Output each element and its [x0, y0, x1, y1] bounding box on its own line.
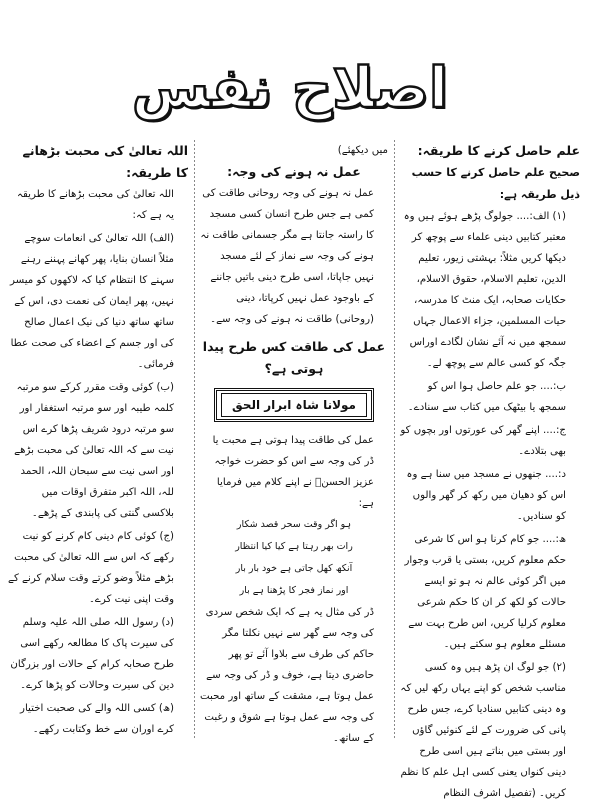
section-heading-love: اللہ تعالیٰ کی محبت بڑھانے کا طریقہ: — [22, 143, 188, 180]
left-column — [8, 140, 188, 748]
page-title: اصلاح نفس — [131, 55, 449, 121]
right-column — [400, 140, 580, 799]
column-divider-right — [394, 140, 395, 740]
paragraph: ڈر کی مثال یہ ہے کہ ایک شخص سردی کی وجہ سے گھر سے نہیں نکلتا مگر حاکم کی طرف سے بلاوا آئے تو پھر حاضری دیتا ہے، خوف و ڈر کی وجہ سے عمل ہوتا ہے، مشقت کے ساتھ اور محبت کی وجہ سے عمل ہوتا ہے شوق و رغبت کے ساتھ۔ — [200, 607, 374, 744]
intro-paragraph: اللہ تعالیٰ کی محبت بڑھانے کا طریقہ یہ ہے کہ: — [17, 189, 174, 221]
paragraph: (۱) الف:.... جولوگ پڑھے ہوئے ہیں وہ معتبر کتابیں دینی علماء سے پوچھ کر دیکھا کریں مثلاً: بہشتی زیور، تعلیم الدین، تعلیم الاسلام، حقوق الاسلام، حکایات صحابہ، ایک منٹ کا مدرسہ، حیات المسلمین، جزاء الاعمال جہاں سمجھ میں نہ آئے نشان لگادے اوراس جگہ کو کسی عالم سے پوچھ لے۔ — [403, 211, 566, 369]
section-heading-action-strength: عمل کی طاقت کس طرح پیدا ہوتی ہے؟ — [202, 339, 386, 376]
section-heading-knowledge: علم حاصل کرنے کا طریقہ: — [417, 143, 580, 158]
paragraph: ج:.... اپنے گھر کی عورتوں اور بچوں کو بھی بتلادے۔ — [400, 425, 566, 457]
verse-line: اور نماز فجر کا پڑھنا ہے بار — [239, 585, 349, 596]
paragraph: عمل کی طاقت پیدا ہوتی ہے محبت یا ڈر کی وجہ سے اس کو حضرت خواجہ عزیز الحسنؒ نے اپنے کلام میں فرمایا ہے: — [212, 435, 374, 509]
paragraph: عمل نہ ہونے کی وجہ روحانی طاقت کی کمی ہے جس طرح انسان کسی مسجد کا راستہ جانتا ہے مگر جسمانی طاقت نہ ہونے کی وجہ سے نماز کے لئے مسجد نہیں جاپاتا، اسی طرح دینی باتیں جاننے کے باوجود عمل نہیں کرپاتا، دینی (روحانی) طاقت نہ ہونے کی وجہ سے۔ — [200, 188, 374, 325]
paragraph: (ھ) کسی اللہ والے کی صحبت اختیار کرے اوران سے خط وکتابت رکھے۔ — [20, 703, 174, 735]
verse-line: ہو اگر وقت سحر قصد شکار — [236, 519, 352, 530]
paragraph: (الف) اللہ تعالیٰ کی انعامات سوچے مثلاً انسان بنایا، پھر کھانے پہننے رہنے سہنے کا انتظام کیا کہ لاکھوں کو میسر نہیں، پھر ایمان کی نعمت دی، اس کے ساتھ ساتھ دنیا کی نیک اعمال صالح کی اور جسم کے اعضاء کی صحت عطا فرمائی۔ — [10, 233, 174, 370]
verse-line: رات بھر رہتا ہے کیا کیا انتظار — [235, 541, 353, 552]
paragraph: ھ:.... جو کام کرنا ہو اس کا شرعی حکم معلوم کریں، بستی یا قرب وجوار میں اگر کوئی عالم نہ ہو تو ایسے حالات کو لکھ کر ان کا حکم شرعی معلوم کرلیا کریں، اس طرح بہت سے مسئلے معلوم ہو سکتے ہیں۔ — [404, 534, 566, 650]
paragraph: (د) رسول اللہ صلی اللہ علیہ وسلم کی سیرت پاک کا مطالعہ رکھے اسی طرح صحابہ کرام کے حالات اور بزرگان دین کی سیرت وحالات کو پڑھا کرے۔ — [10, 617, 174, 691]
author-name: مولانا شاہ ابرار الحق — [221, 393, 367, 417]
verse-line: آنکھ کھل جاتی ہے خود بار بار — [235, 563, 353, 574]
column-divider-left — [194, 140, 195, 740]
paragraph: (ج) کوئی کام دینی کام کرنے کو نیت رکھے کہ اس سے اللہ تعالیٰ کی محبت بڑھے مثلاً وضو کرتے وقت سلام کرنے کے وقت اپنی نیت کرے۔ — [8, 531, 174, 605]
middle-column — [200, 140, 388, 748]
continuation-note: میں دیکھئے) — [337, 145, 388, 156]
paragraph: د:.... جنھوں نے مسجد میں سنا ہے وہ اس کو دھیان میں رکھ کر گھر والوں کو سنادیں۔ — [406, 469, 566, 522]
section-heading-no-action: عمل نہ ہونے کی وجہ: — [227, 164, 361, 179]
section-subheading-knowledge: صحیح علم حاصل کرنے کا حسب ذیل طریقہ ہے: — [411, 166, 580, 201]
paragraph: (۲) جو لوگ ان پڑھ ہیں وہ کسی مناسب شخص کو اپنے یہاں رکھ لیں کہ وہ دینی کتابیں سنادیا کرے، جس طرح پانی کی ضرورت کے لئے کنوئیں گاؤں اور بستی میں بناتے ہیں اسی طرح دینی کنواں یعنی کسی اہل علم کا نظم کریں۔ (تفصیل اشرف النظام — [400, 662, 566, 799]
paragraph: ب:.... جو علم حاصل ہوا اس کو سمجھ یا بیٹھک میں کتاب سے سنادے۔ — [407, 381, 566, 413]
paragraph: (ب) کوئی وقت مقرر کرکے سو مرتبہ کلمہ طیبہ اور سو مرتبہ استغفار اور سو مرتبہ درود شریف پڑھا کرے اس نیت سے کہ اللہ تعالیٰ کی محبت بڑھے اور اسی نیت سے سبحان اللہ، الحمد للہ، اللہ اکبر متفرق اوقات میں بلاکسی گنتی کی پابندی کے پڑھے۔ — [14, 382, 174, 519]
author-box — [214, 388, 374, 422]
